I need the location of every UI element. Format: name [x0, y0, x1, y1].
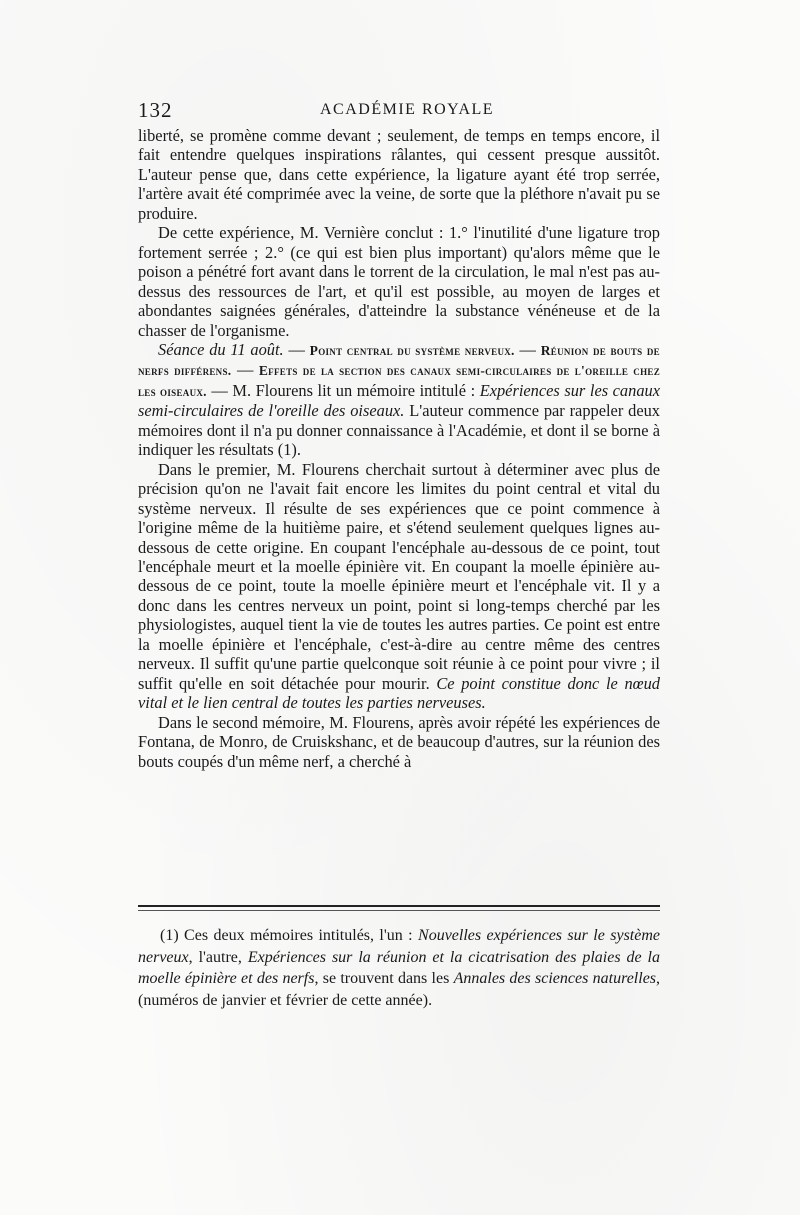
footnote-rule — [138, 905, 660, 907]
footnote-text-2: , se trouvent dans les — [314, 970, 454, 987]
paragraph-5: Dans le second mémoire, M. Flourens, après avoir répété les expériences de Fontana, de Monro, de Cruiskshanc, et de beaucoup d'autres, sur la réunion des bouts coupés d'un même nerf, a cherché à — [138, 712, 660, 771]
paragraph-4-italic: Ce point constitue donc le nœud vital et le lien central de toutes les parties nerveuses. — [138, 673, 660, 713]
footnote-italic-1: Nouvelles expériences sur le système nerveux — [138, 927, 660, 966]
section-title-2: Réunion de bouts de nerfs différens. — [138, 342, 660, 379]
page-header — [138, 98, 660, 124]
dash: — — [231, 360, 259, 380]
footnote — [138, 925, 660, 1011]
dash: — — [514, 339, 541, 359]
paragraph-1: liberté, se promène comme devant ; seulement, de temps en temps encore, il fait entendre quelques inspirations râlantes, qui cessent presque aussitôt. L'auteur pense que, dans cette expérience, la ligature ayant été trop serrée, l'artère avait été comprimée avec la veine, de sorte que la pléthore n'avait pu se produire. — [138, 126, 660, 223]
footnote-text-3: , (numéros de janvier et février de cette année). — [138, 970, 661, 1009]
dash: — — [283, 339, 310, 359]
running-head: ACADÉMIE ROYALE — [320, 101, 495, 118]
footnote-italic-2: Expériences sur la réunion et la cicatrisation des plaies de la moelle épinière et des nerfs — [138, 948, 660, 987]
footnote-text-1: , l'autre, — [188, 948, 248, 966]
footnote-1 — [138, 925, 660, 1011]
paragraph-3-text-2: L'auteur commence par rappeler deux mémoires dont il n'a pu donner connaissance à l'Académie, et dont il se borne à indiquer les résultats (1). — [138, 401, 660, 460]
paragraph-4-text: Dans le premier, M. Flourens cherchait surtout à déterminer avec plus de précision qu'on ne l'avait fait encore les limites du point central et vital du système nerveux. Il résulte de ses expériences que ce point commence à l'origine même de la huitième paire, et s'étend seulement quelques lignes au-dessous de cette origine. En coupant l'encéphale au-dessous de ce point, tout l'encéphale meurt et la moelle épinière vit. En coupant la moelle épinière au-dessous de ce point, toute la moelle épinière meurt et l'encéphale vit. Il y a donc dans les centres nerveux un point, point si long-temps cherché par les physiologistes, auquel tient la vie de toutes les autres parties. Ce point est entre la moelle épinière et l'encéphale, c'est-à-dire au centre même des centres nerveux. Il suffit qu'une partie quelconque soit réunie à ce point pour vivre ; il suffit qu'elle en soit détachée pour mourir. — [138, 459, 660, 693]
paragraph-2: De cette expérience, M. Vernière conclut : 1.° l'inutilité d'une ligature trop fortement serrée ; 2.° (ce qui est bien plus important) qu'alors même que le poison a pénétré fort avant dans le torrent de la circulation, le mal n'est pas au-dessus des ressources de l'art, et qu'il est possible, au moyen de larges et abondantes saignées générales, d'atteindre la substance vénéneuse et de la chasser de l'organisme. — [138, 223, 660, 340]
section-title-3: Effets de la section des canaux semi-circulaires de l'oreille chez les oiseaux. — [138, 363, 661, 399]
seance-date: Séance du 11 août. — [158, 339, 284, 359]
paragraph-3 — [138, 340, 660, 460]
page-number: 132 — [138, 98, 173, 122]
section-title-1: Point central du système nerveux. — [309, 342, 515, 358]
paragraph-3-text-1: — M. Flourens lit un mémoire intitulé : — [206, 380, 480, 400]
footnote-rule-thin — [138, 910, 660, 911]
body-text — [138, 126, 660, 771]
memoir-title: Expériences sur les canaux semi-circulaires de l'oreille des oiseaux. — [138, 380, 660, 421]
footnote-marker: (1) Ces deux mémoires intitulés, l'un : — [160, 927, 419, 944]
paragraph-4 — [138, 460, 660, 713]
footnote-italic-3: Annales des sciences naturelles — [453, 970, 657, 987]
